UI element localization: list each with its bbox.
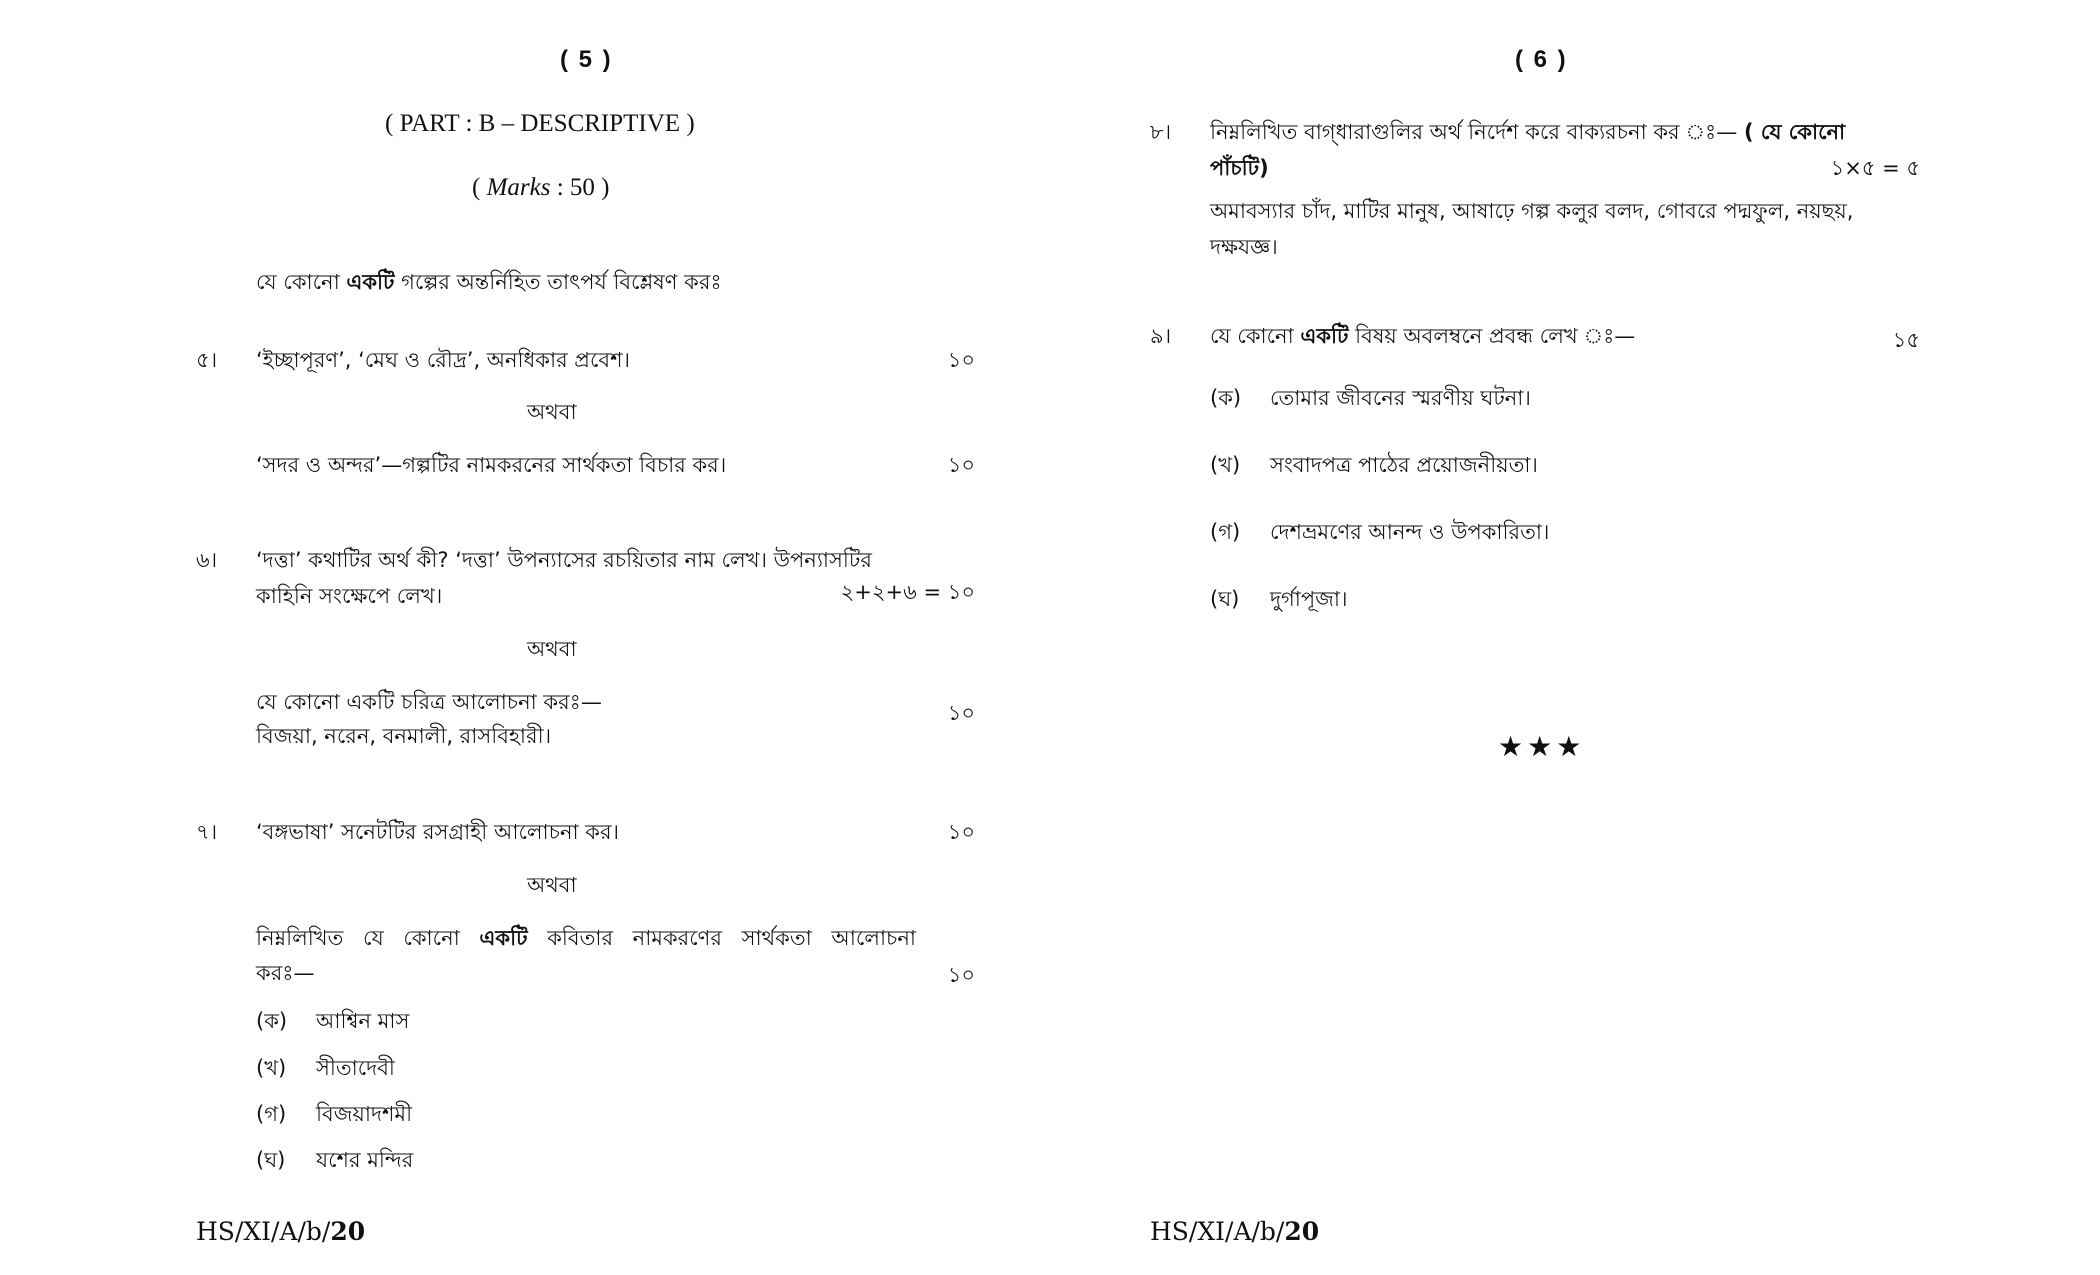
question-emphasis: একটি: [1300, 324, 1349, 348]
question-marks: ১০: [947, 963, 975, 987]
option-label: (ক): [256, 1009, 288, 1033]
footer-code-right: [1150, 1217, 1319, 1246]
question-text-part: নিম্নলিখিত বাগ্‌ধারাগুলির অর্থ নির্দেশ করে বাক্যরচনা কর ঃ—: [1210, 120, 1744, 144]
footer-code-prefix: HS/XI/A/b/: [196, 1217, 331, 1246]
question-marks: ১০: [947, 453, 975, 477]
page-number-right: ( 6 ): [1515, 46, 1568, 73]
option-text: যশের মন্দির: [316, 1148, 414, 1172]
marks-suffix: : 50 ): [550, 174, 610, 201]
question-marks: ১০: [947, 820, 975, 844]
option-label: (গ): [1210, 520, 1241, 544]
option-text: দেশভ্রমণের আনন্দ ও উপকারিতা।: [1270, 520, 1550, 544]
part-title: ( PART : B – DESCRIPTIVE ): [385, 110, 695, 137]
question-text: করঃ—: [256, 961, 315, 985]
marks-label: Marks: [486, 174, 551, 201]
instruction-part: যে কোনো: [256, 270, 347, 294]
question-number: ৮।: [1150, 120, 1172, 144]
question-text-part: কবিতার নামকরণের সার্থকতা আলোচনা: [527, 926, 916, 950]
question-text: ‘ইচ্ছাপূরণ’, ‘মেঘ ও রৌদ্র’, অনধিকার প্রবেশ।: [256, 348, 631, 372]
section-instruction: [256, 266, 722, 301]
question-marks: ২+২+৬ = ১০: [840, 580, 975, 604]
marks-prefix: (: [472, 174, 487, 201]
question-text: [1210, 320, 1635, 355]
marks-heading: [472, 174, 610, 202]
instruction-emphasis: একটি: [346, 270, 395, 294]
option-label: (খ): [256, 1056, 287, 1080]
footer-code-year: 20: [1284, 1217, 1320, 1246]
option-label: (ক): [1210, 386, 1242, 410]
question-emphasis: একটি: [479, 926, 528, 950]
question-text-part: বিষয় অবলম্বনে প্রবন্ধ লেখ ঃ—: [1348, 324, 1636, 348]
question-text: কাহিনি সংক্ষেপে লেখ।: [256, 584, 443, 608]
question-marks: ১০: [947, 348, 975, 372]
question-text-part: যে কোনো: [1210, 324, 1301, 348]
page-number-left: ( 5 ): [560, 46, 613, 73]
question-text: দক্ষযজ্ঞ।: [1210, 235, 1278, 259]
option-text: সংবাদপত্র পাঠের প্রয়োজনীয়তা।: [1270, 453, 1538, 477]
question-text: ‘দত্তা’ কথাটির অর্থ কী? ‘দত্তা’ উপন্যাসের রচয়িতার নাম লেখ। উপন্যাসটির: [256, 548, 872, 572]
question-text: বিজয়া, নরেন, বনমালী, রাসবিহারী।: [256, 724, 552, 748]
instruction-part: গল্পের অন্তর্নিহিত তাৎপর্য বিশ্লেষণ করঃ: [394, 270, 722, 294]
question-number: ৫।: [196, 348, 218, 372]
question-marks: ১×৫ = ৫: [1830, 156, 1920, 180]
option-label: (গ): [256, 1102, 287, 1126]
question-text-part: নিম্নলিখিত যে কোনো: [256, 926, 480, 950]
question-number: ৭।: [196, 820, 218, 844]
question-text: [1210, 116, 1845, 151]
option-label: (খ): [1210, 453, 1241, 477]
question-text: [256, 922, 916, 957]
question-text: ‘বঙ্গভাষা’ সনেটটির রসগ্রাহী আলোচনা কর।: [256, 820, 620, 844]
or-separator: অথবা: [527, 400, 577, 424]
option-text: সীতাদেবী: [316, 1056, 395, 1080]
question-text: পাঁচটি): [1210, 156, 1269, 180]
option-text: দুর্গাপূজা।: [1270, 587, 1348, 611]
footer-code-left: [196, 1217, 365, 1246]
question-marks: ১৫: [1892, 328, 1920, 352]
option-label: (ঘ): [1210, 587, 1240, 611]
or-separator: অথবা: [527, 637, 577, 661]
option-text: বিজয়াদশমী: [316, 1102, 413, 1126]
option-text: আশ্বিন মাস: [316, 1009, 410, 1033]
option-label: (ঘ): [256, 1148, 286, 1172]
question-text: ‘সদর ও অন্দর’—গল্পটির নামকরনের সার্থকতা বিচার কর।: [256, 453, 727, 477]
question-number: ৯।: [1150, 324, 1172, 348]
question-emphasis: ( যে কোনো: [1743, 120, 1846, 144]
question-number: ৬।: [196, 548, 218, 572]
footer-code-prefix: HS/XI/A/b/: [1150, 1217, 1285, 1246]
option-text: তোমার জীবনের স্মরণীয় ঘটনা।: [1270, 386, 1531, 410]
or-separator: অথবা: [527, 873, 577, 897]
end-stars: ★★★: [1498, 730, 1586, 763]
question-text: অমাবস্যার চাঁদ, মাটির মানুষ, আষাঢ়ে গল্প কলুর বলদ, গোবরে পদ্মফুল, নয়ছয়,: [1210, 199, 1854, 223]
question-marks: ১০: [947, 701, 975, 725]
footer-code-year: 20: [330, 1217, 366, 1246]
question-text: যে কোনো একটি চরিত্র আলোচনা করঃ—: [256, 690, 602, 714]
